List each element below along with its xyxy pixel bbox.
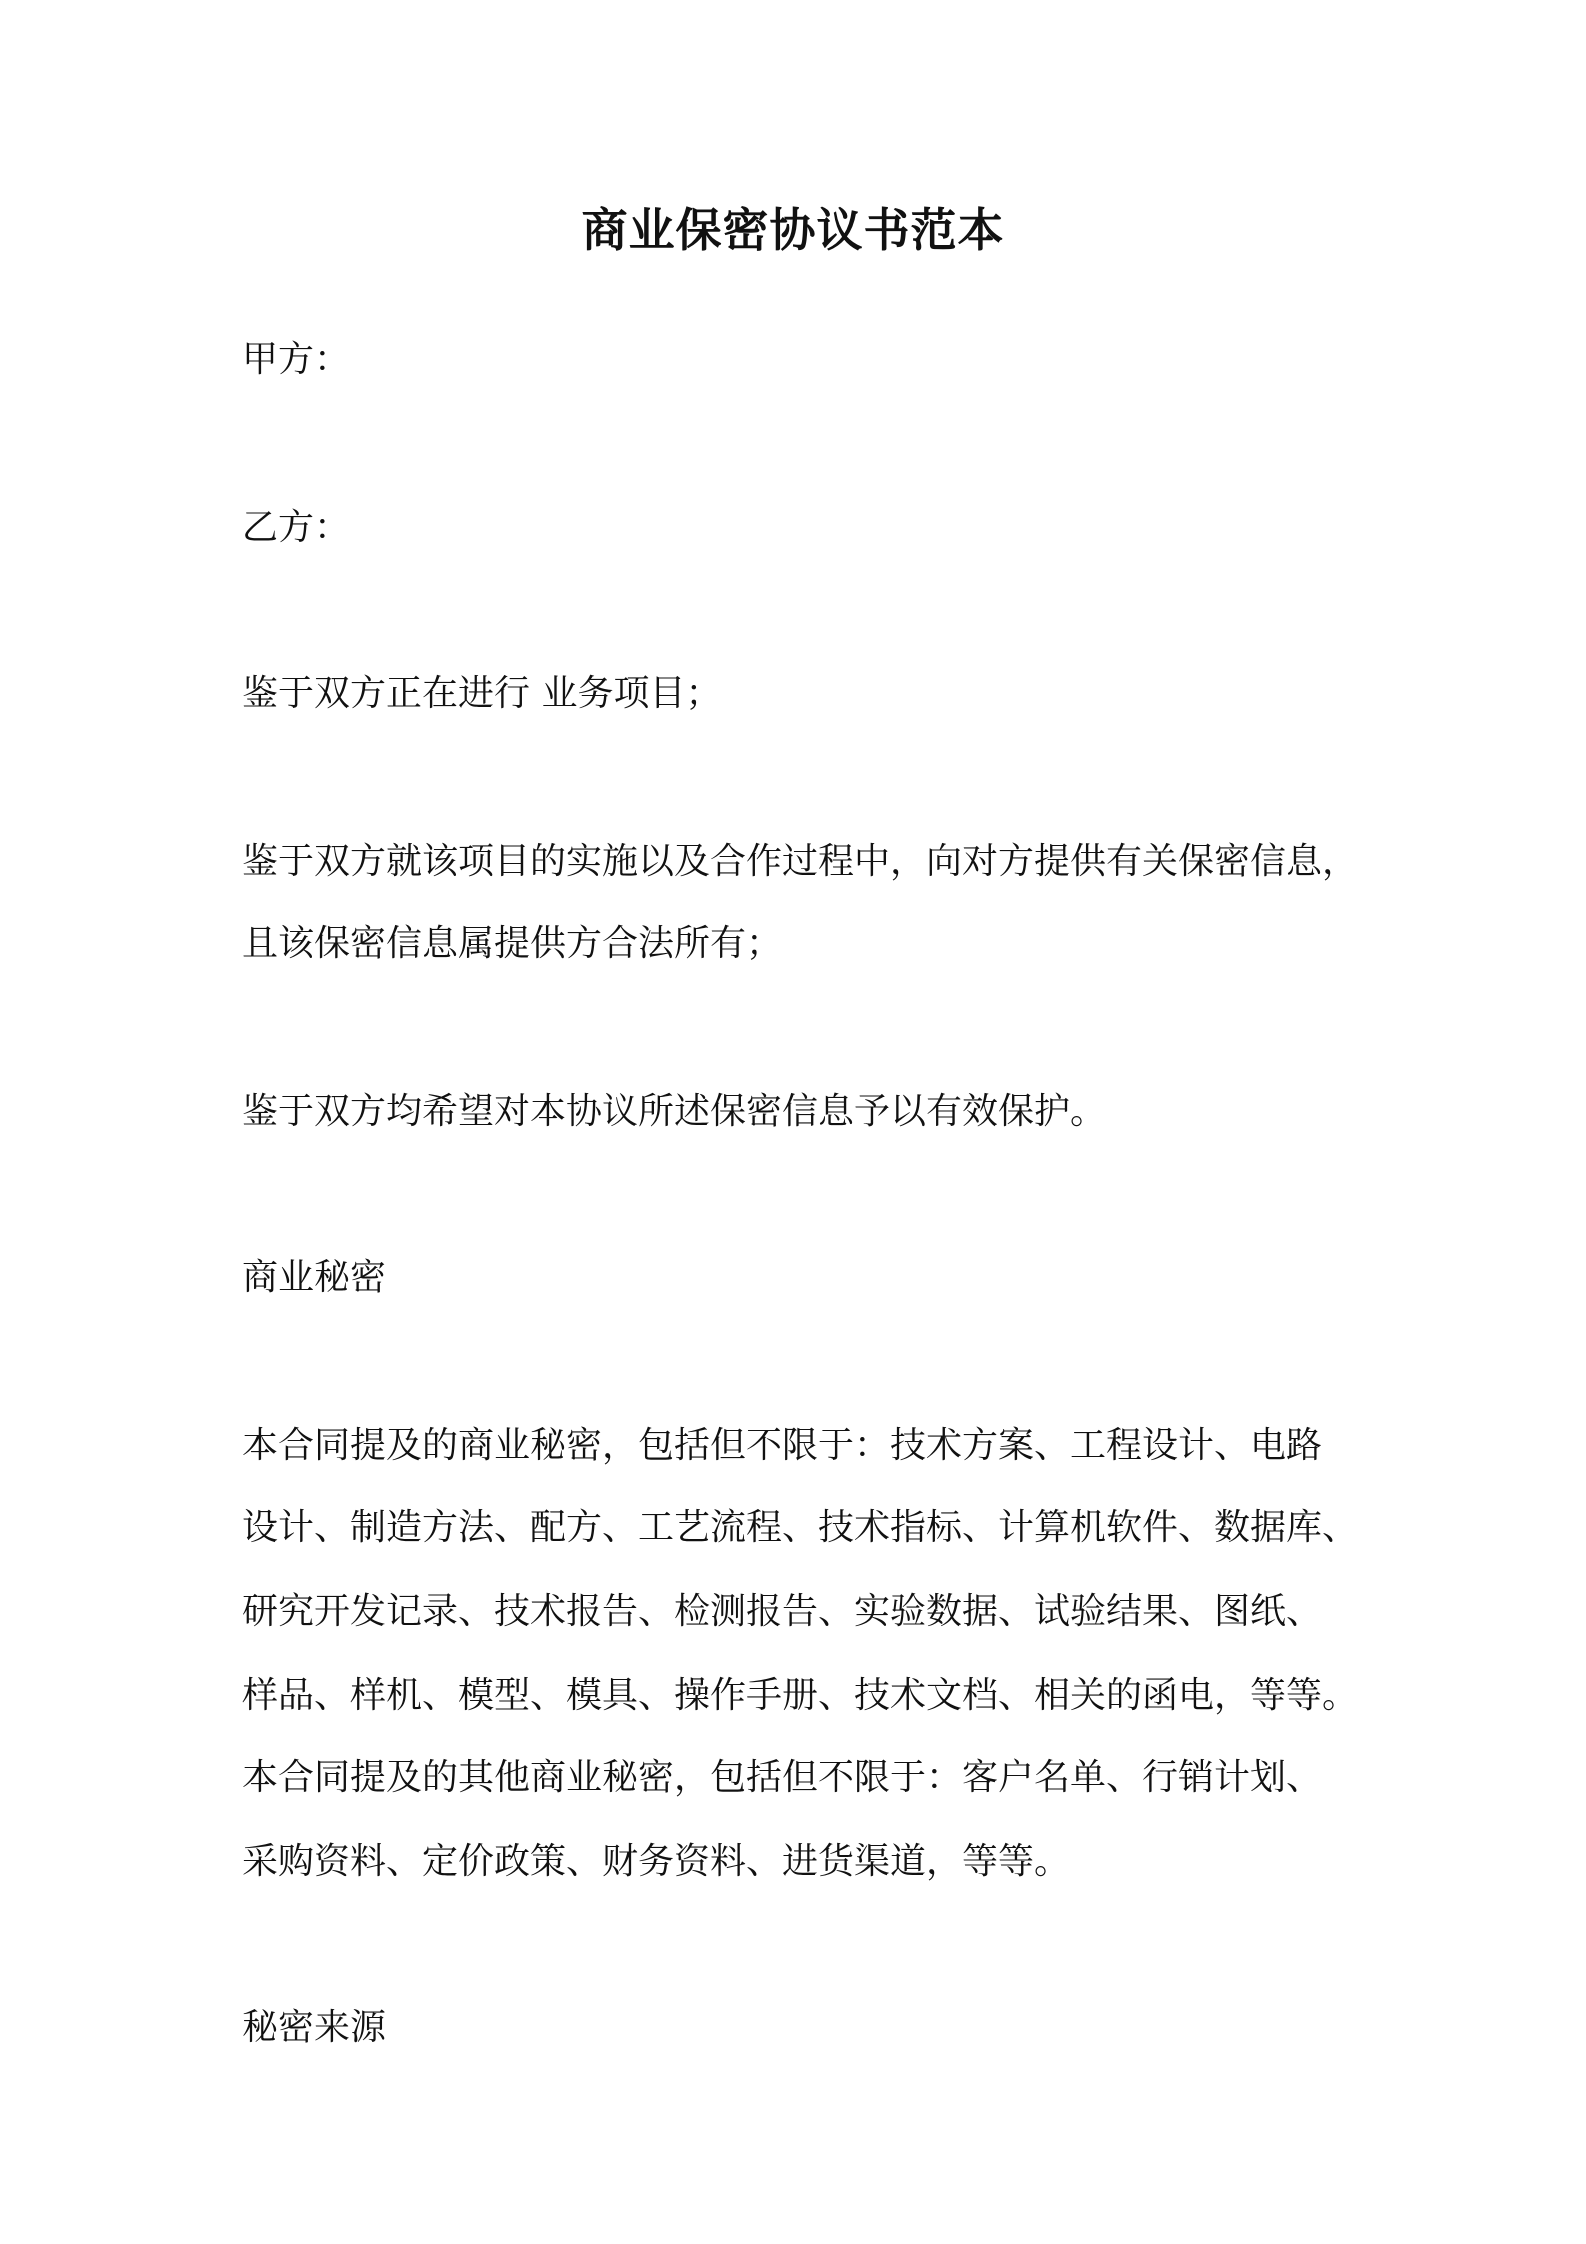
recital-1: 鉴于双方正在进行 业务项目； <box>242 673 722 714</box>
recital-3: 鉴于双方均希望对本协议所述保密信息予以有效保护。 <box>242 1091 1107 1132</box>
section-1-line: 本合同提及的其他商业秘密，包括但不限于：客户名单、行销计划、 <box>242 1757 1323 1798</box>
recital-2-line-2: 且该保密信息属提供方合法所有； <box>242 923 783 964</box>
document-title: 商业保密协议书范本 <box>581 203 1005 257</box>
party-b-label: 乙方： <box>242 507 351 548</box>
section-1-line: 本合同提及的商业秘密，包括但不限于：技术方案、工程设计、电路 <box>242 1425 1323 1466</box>
section-1-line: 研究开发记录、技术报告、检测报告、实验数据、试验结果、图纸、 <box>242 1591 1323 1632</box>
section-1-line: 采购资料、定价政策、财务资料、进货渠道，等等。 <box>242 1841 1071 1882</box>
section-1-line: 设计、制造方法、配方、工艺流程、技术指标、计算机软件、数据库、 <box>242 1507 1359 1548</box>
section-1-heading: 商业秘密 <box>242 1257 387 1298</box>
section-2-heading: 秘密来源 <box>242 2007 387 2048</box>
party-a-label: 甲方： <box>242 339 351 380</box>
recital-2-line-1: 鉴于双方就该项目的实施以及合作过程中，向对方提供有关保密信息， <box>242 841 1359 882</box>
section-1-line: 样品、样机、模型、模具、操作手册、技术文档、相关的函电，等等。 <box>242 1675 1359 1716</box>
